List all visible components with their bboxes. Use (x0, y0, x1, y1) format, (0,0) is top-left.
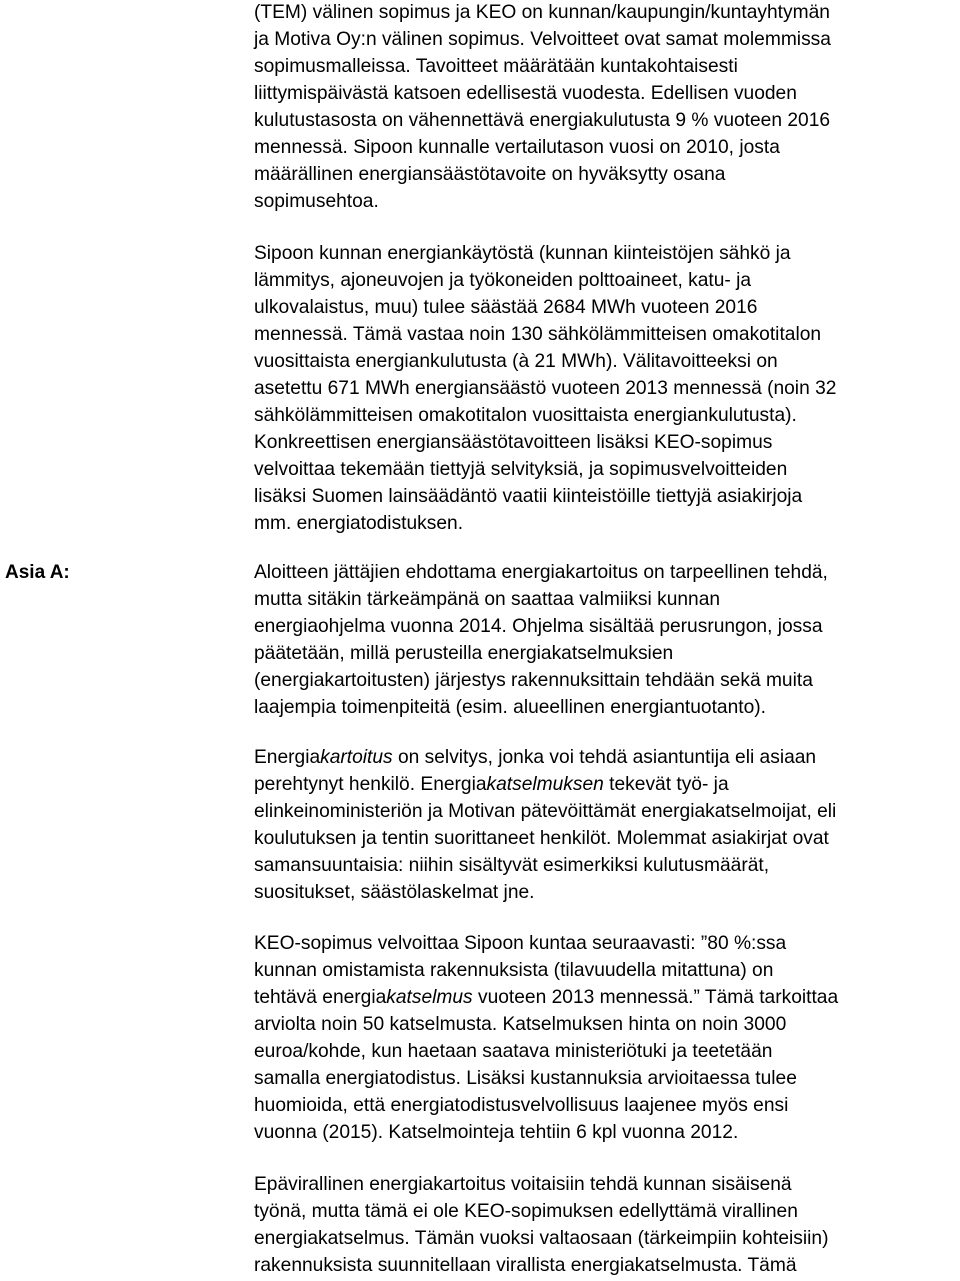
text-line: lämmitys, ajoneuvojen ja työkoneiden polttoaineet, katu- ja (254, 270, 752, 291)
text-line: tehtävä energiakatselmus vuoteen 2013 mennessä.” Tämä tarkoittaa (254, 987, 839, 1008)
text-line: suositukset, säästölaskelmat jne. (254, 882, 535, 903)
text-line: samalla energiatodistus. Lisäksi kustannuksia arvioitaessa tulee (254, 1068, 797, 1089)
text-line: energiakatselmus. Tämän vuoksi valtaosaan (tärkeimpiin kohteisiin) (254, 1228, 829, 1249)
text-line: vuonna (2015). Katselmointeja tehtiin 6 kpl vuonna 2012. (254, 1122, 739, 1143)
text-line: mutta sitäkin tärkeämpänä on saattaa valmiiksi kunnan (254, 589, 721, 610)
text-line: Sipoon kunnan energiankäytöstä (kunnan kiinteistöjen sähkö ja (254, 243, 791, 264)
paragraph-keo-obligation (254, 930, 958, 1146)
text-line: laajempia toimenpiteitä (esim. alueellinen energiantuotanto). (254, 697, 766, 718)
paragraph-unofficial-audit (254, 1171, 958, 1279)
text-line: mennessä. Tämä vastaa noin 130 sähkölämmitteisen omakotitalon (254, 324, 822, 345)
text-line: elinkeinoministeriön ja Motivan pätevöittämät energiakatselmoijat, eli (254, 801, 837, 822)
text-line: liittymispäivästä katsoen edellisestä vuodesta. Edellisen vuoden (254, 83, 797, 104)
paragraph-agreement (254, 0, 958, 215)
text-line: (TEM) välinen sopimus ja KEO on kunnan/kaupungin/kuntayhtymän (254, 2, 830, 23)
section-label: Asia A: (5, 562, 70, 583)
text-line: sähkölämmitteisen omakotitalon vuosittaista energiankulutusta). (254, 405, 797, 426)
paragraph-definitions (254, 744, 958, 906)
text-line: perehtynyt henkilö. Energiakatselmuksen tekevät työ- ja (254, 774, 729, 795)
text-line: energiaohjelma vuonna 2014. Ohjelma sisältää perusrungon, jossa (254, 616, 823, 637)
text-line: Konkreettisen energiansäästötavoitteen lisäksi KEO-sopimus (254, 432, 773, 453)
text-line: mm. energiatodistuksen. (254, 513, 464, 534)
text-line: työnä, mutta tämä ei ole KEO-sopimuksen edellyttämä virallinen (254, 1201, 798, 1222)
text-line: mennessä. Sipoon kunnalle vertailutason vuosi on 2010, josta (254, 137, 780, 158)
text-line: määrällinen energiansäästötavoite on hyväksytty osana (254, 164, 726, 185)
text-line: Aloitteen jättäjien ehdottama energiakartoitus on tarpeellinen tehdä, (254, 562, 828, 583)
text-line: velvoittaa tekemään tiettyjä selvityksiä, ja sopimusvelvoitteiden (254, 459, 788, 480)
paragraph-energy-audit-proposal (254, 559, 958, 721)
text-line: Epävirallinen energiakartoitus voitaisiin tehdä kunnan sisäisenä (254, 1174, 792, 1195)
text-line: koulutuksen ja tentin suorittaneet henkilöt. Molemmat asiakirjat ovat (254, 828, 829, 849)
text-line: ulkovalaistus, muu) tulee säästää 2684 MWh vuoteen 2016 (254, 297, 758, 318)
text-line: (energiakartoitusten) järjestys rakennuksittain tehdään sekä muita (254, 670, 813, 691)
text-line: Energiakartoitus on selvitys, jonka voi tehdä asiantuntija eli asiaan (254, 747, 817, 768)
text-line: vuosittaista energiankulutusta (à 21 MWh). Välitavoitteeksi on (254, 351, 778, 372)
text-line: arviolta noin 50 katselmusta. Katselmuksen hinta on noin 3000 (254, 1014, 787, 1035)
text-line: päätetään, millä perusteilla energiakatselmuksien (254, 643, 674, 664)
text-line: kunnan omistamista rakennuksista (tilavuudella mitattuna) on (254, 960, 774, 981)
text-line: KEO-sopimus velvoittaa Sipoon kuntaa seuraavasti: ”80 %:ssa (254, 933, 787, 954)
text-line: ja Motiva Oy:n välinen sopimus. Velvoitteet ovat samat molemmissa (254, 29, 831, 50)
text-line: asetettu 671 MWh energiansäästö vuoteen 2013 mennessä (noin 32 (254, 378, 837, 399)
text-line: lisäksi Suomen lainsäädäntö vaatii kiinteistöille tiettyjä asiakirjoja (254, 486, 803, 507)
text-line: rakennuksista suunnitellaan virallista energiakatselmusta. Tämä (254, 1255, 797, 1276)
paragraph-energy-savings (254, 240, 958, 537)
text-line: sopimusmalleissa. Tavoitteet määrätään kuntakohtaisesti (254, 56, 738, 77)
text-line: sopimusehtoa. (254, 191, 379, 212)
text-line: euroa/kohde, kun haetaan saatava ministeriötuki ja teetetään (254, 1041, 773, 1062)
text-line: huomioida, että energiatodistusvelvollisuus laajenee myös ensi (254, 1095, 789, 1116)
text-line: kulutustasosta on vähennettävä energiakulutusta 9 % vuoteen 2016 (254, 110, 831, 131)
text-line: samansuuntaisia: niihin sisältyvät esimerkiksi kulutusmäärät, (254, 855, 770, 876)
